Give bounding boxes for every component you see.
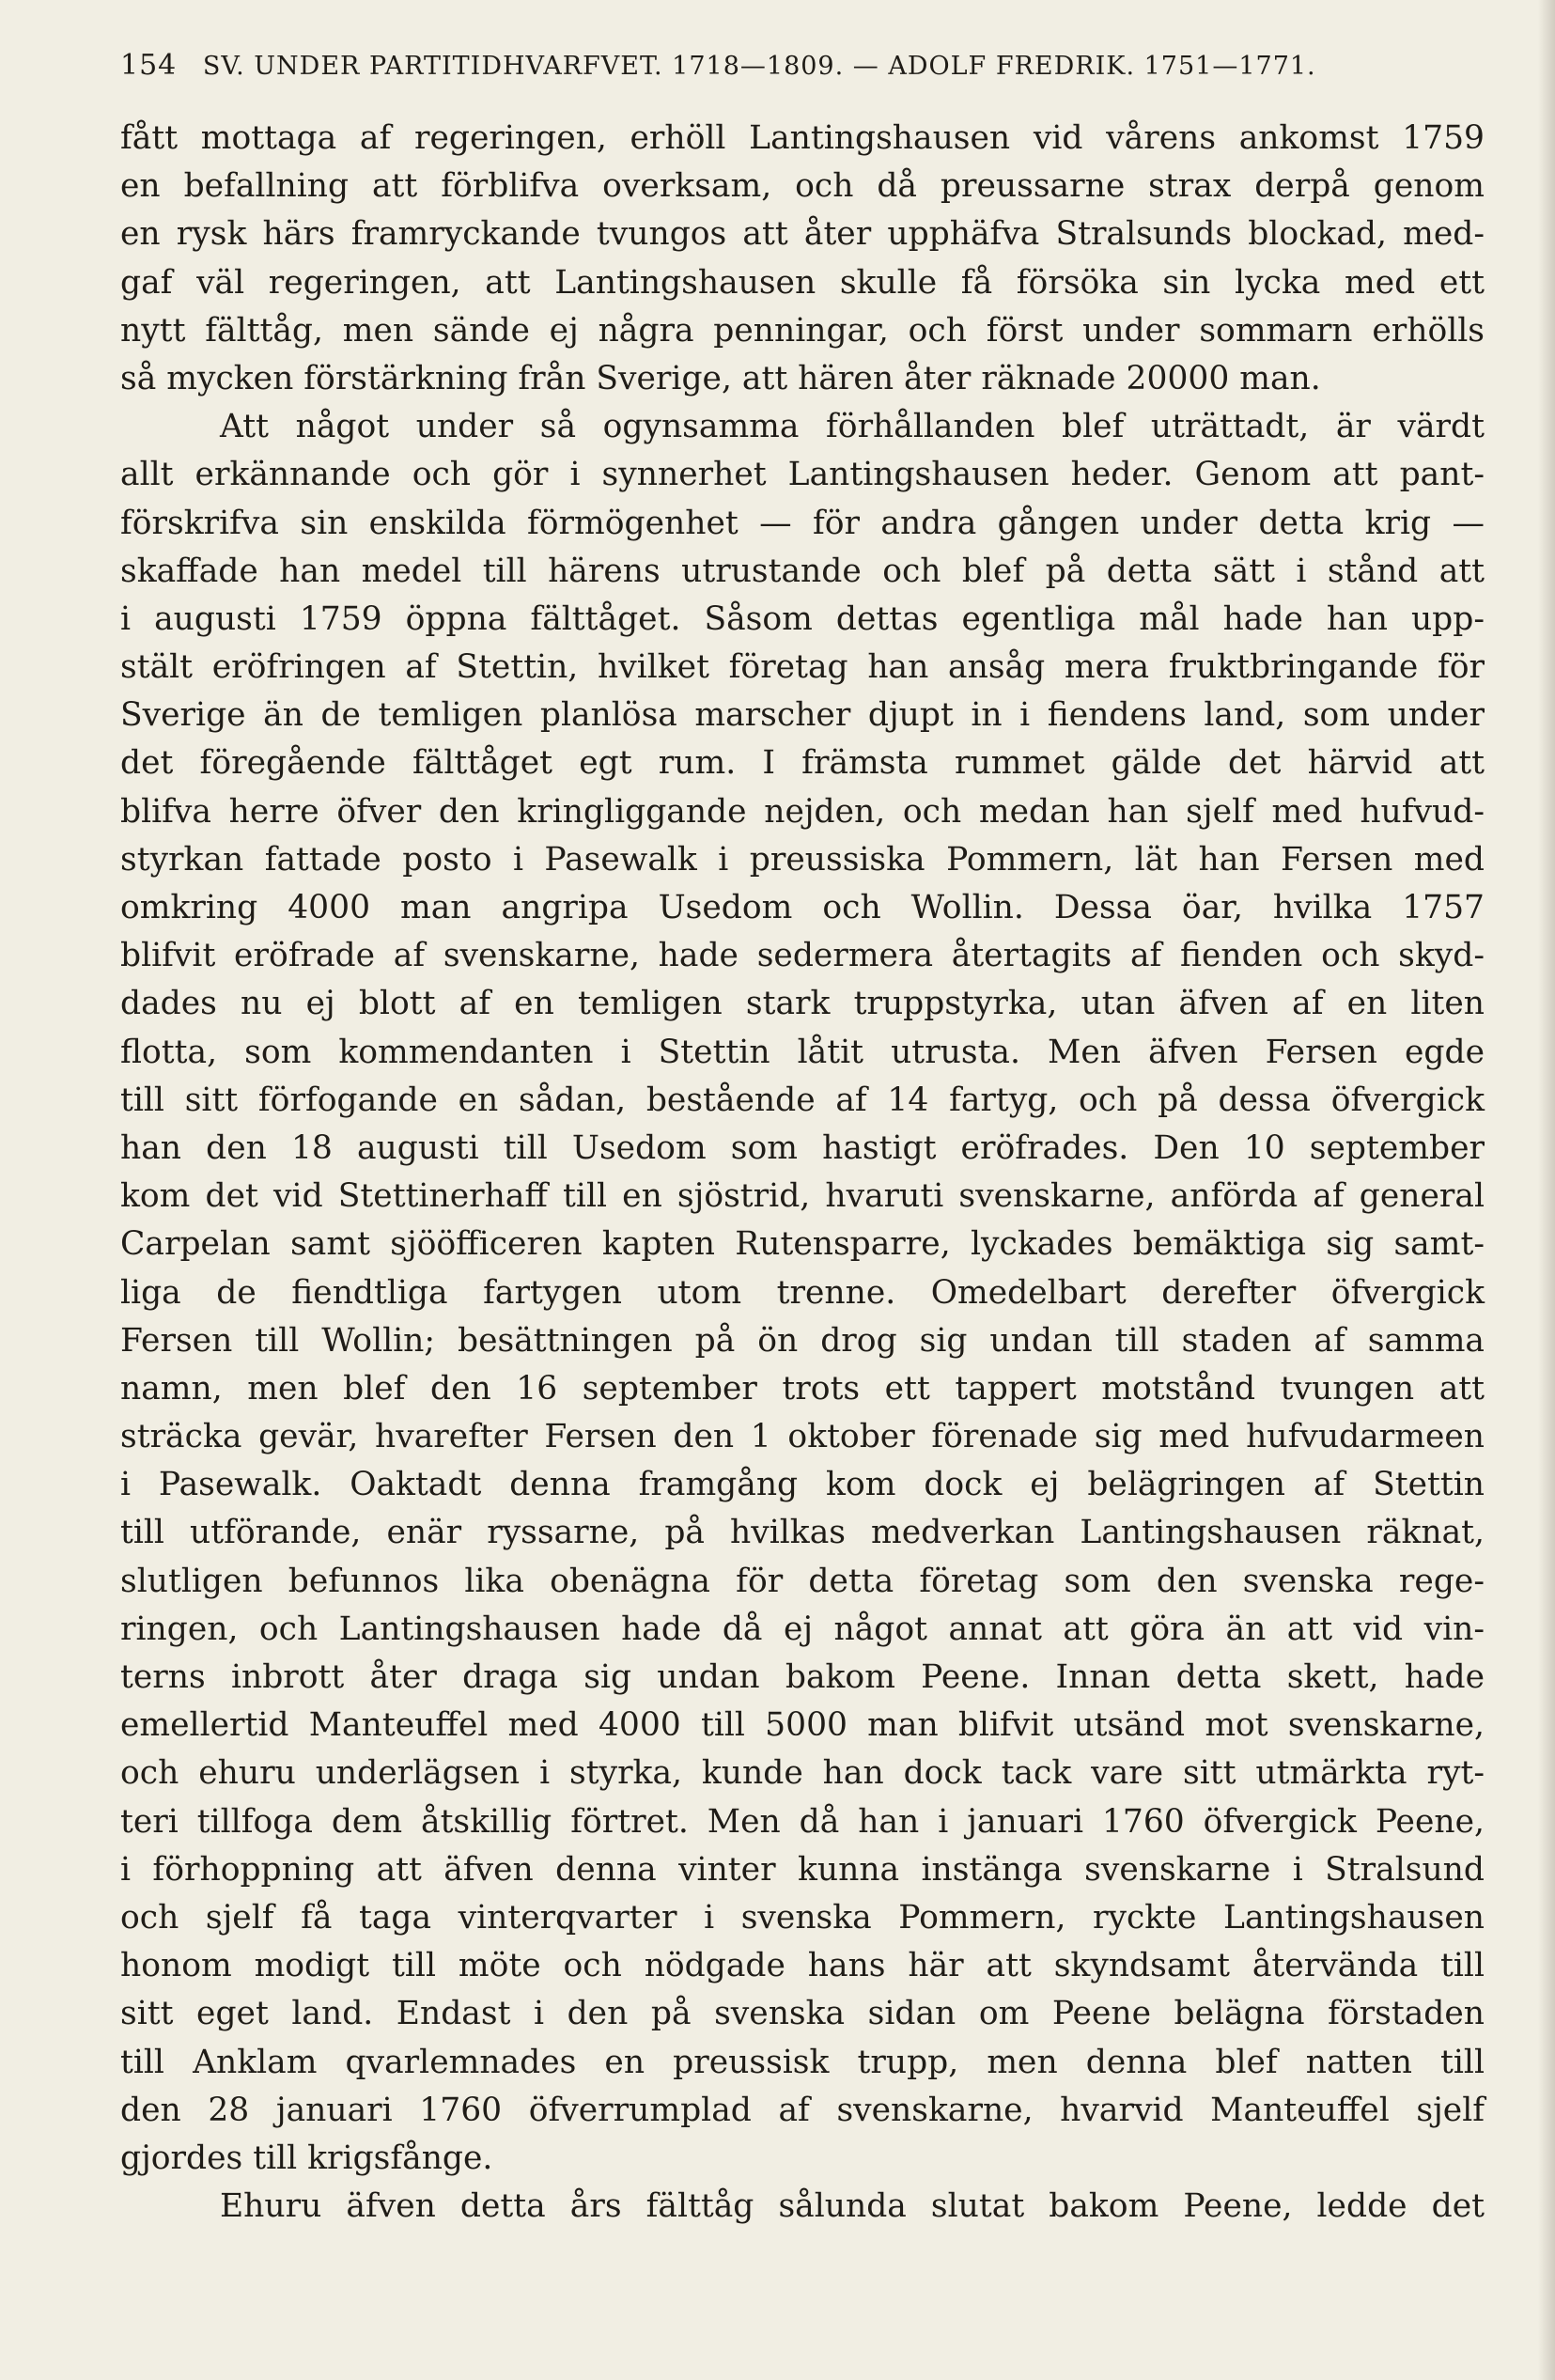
text-line: till Anklam qvarlemnades en preussisk trupp, men denna blef natten till xyxy=(120,2043,1485,2081)
text-line: Sverige än de temligen planlösa marscher djupt in i fiendens land, som under xyxy=(120,696,1485,735)
text-line: sitt eget land. Endast i den på svenska sidan om Peene belägna förstaden xyxy=(120,1995,1485,2033)
text-line: i förhoppning att äfven denna vinter kunna instänga svenskarne i Stralsund xyxy=(120,1850,1485,1889)
text-line: allt erkännande och gör i synnerhet Lantingshausen heder. Genom att pant- xyxy=(120,456,1485,494)
text-line: blifva herre öfver den kringliggande nejden, och medan han sjelf med hufvud- xyxy=(120,792,1485,831)
text-line: Fersen till Wollin; besättningen på ön drog sig undan till staden af samma xyxy=(120,1321,1485,1360)
text-line: styrkan fattade posto i Pasewalk i preussiska Pommern, lät han Fersen med xyxy=(120,840,1485,879)
body-text xyxy=(120,115,1485,2231)
text-line: terns inbrott åter draga sig undan bakom Peene. Innan detta skett, hade xyxy=(120,1658,1485,1696)
text-line: det föregående fälttåget egt rum. I främsta rummet gälde det härvid att xyxy=(120,744,1485,783)
text-line: Ehuru äfven detta års fälttåg sålunda slutat bakom Peene, ledde det xyxy=(220,2187,1485,2226)
text-line: flotta, som kommendanten i Stettin låtit utrusta. Men äfven Fersen egde xyxy=(120,1033,1485,1071)
running-title: SV. UNDER PARTITIDHVARFVET. 1718—1809. — ADOLF FREDRIK. 1751—1771. xyxy=(202,52,1316,81)
text-line: kom det vid Stettinerhaff till en sjöstrid, hvaruti svenskarne, anförda af general xyxy=(120,1177,1485,1216)
text-line: fått mottaga af regeringen, erhöll Lantingshausen vid vårens ankomst 1759 xyxy=(120,119,1485,157)
text-line: till utförande, enär ryssarne, på hvilkas medverkan Lantingshausen räknat, xyxy=(120,1514,1485,1552)
text-line: i augusti 1759 öppna fälttåget. Såsom dettas egentliga mål hade han upp- xyxy=(120,599,1485,638)
text-line: en befallning att förblifva overksam, och då preussarne strax derpå genom xyxy=(120,167,1485,206)
text-line: i Pasewalk. Oaktadt denna framgång kom dock ej belägringen af Stettin xyxy=(120,1466,1485,1504)
page-number: 154 xyxy=(120,49,178,82)
text-line: skaffade han medel till härens utrustande och blef på detta sätt i stånd att xyxy=(120,552,1485,590)
text-line: nytt fälttåg, men sände ej några penningar, och först under sommarn erhölls xyxy=(120,311,1485,350)
text-line: och ehuru underlägsen i styrka, kunde han dock tack vare sitt utmärkta ryt- xyxy=(120,1754,1485,1793)
text-line: och sjelf få taga vinterqvarter i svenska Pommern, ryckte Lantingshausen xyxy=(120,1898,1485,1937)
page-edge-shadow xyxy=(1538,0,1555,2380)
text-line: Att något under så ogynsamma förhållanden blef uträttadt, är värdt xyxy=(220,408,1485,446)
text-line: stält eröfringen af Stettin, hvilket företag han ansåg mera fruktbringande för xyxy=(120,648,1485,687)
text-line: gaf väl regeringen, att Lantingshausen skulle få försöka sin lycka med ett xyxy=(120,263,1485,302)
text-line: ringen, och Lantingshausen hade då ej något annat att göra än att vid vin- xyxy=(120,1610,1485,1648)
text-line: en rysk härs framryckande tvungos att åter upphäfva Stralsunds blockad, med- xyxy=(120,215,1485,254)
text-line: liga de fiendtliga fartygen utom trenne. Omedelbart derefter öfvergick xyxy=(120,1273,1485,1312)
text-line: sträcka gevär, hvarefter Fersen den 1 oktober förenade sig med hufvudarmeen xyxy=(120,1418,1485,1456)
text-line: gjordes till krigsfånge. xyxy=(120,2139,493,2177)
text-line: honom modigt till möte och nödgade hans här att skyndsamt återvända till xyxy=(120,1947,1485,1985)
running-header xyxy=(120,49,1492,86)
text-line: den 28 januari 1760 öfverrumplad af svenskarne, hvarvid Manteuffel sjelf xyxy=(120,2091,1485,2129)
text-line: omkring 4000 man angripa Usedom och Wollin. Dessa öar, hvilka 1757 xyxy=(120,889,1485,926)
text-line: slutligen befunnos lika obenägna för detta företag som den svenska rege- xyxy=(120,1562,1485,1600)
text-line: teri tillfoga dem åtskillig förtret. Men då han i januari 1760 öfvergick Peene, xyxy=(120,1802,1485,1841)
text-line: emellertid Manteuffel med 4000 till 5000 man blifvit utsänd mot svenskarne, xyxy=(120,1706,1485,1745)
text-line: så mycken förstärkning från Sverige, att hären åter räknade 20000 man. xyxy=(120,359,1321,397)
text-line: blifvit eröfrade af svenskarne, hade sedermera återtagits af fienden och skyd- xyxy=(120,937,1485,975)
text-line: förskrifva sin enskilda förmögenhet — för andra gången under detta krig — xyxy=(120,504,1485,542)
text-line: till sitt förfogande en sådan, bestående af 14 fartyg, och på dessa öfvergick xyxy=(120,1081,1485,1119)
text-line: Carpelan samt sjööfficeren kapten Rutensparre, lyckades bemäktiga sig samt- xyxy=(120,1225,1485,1264)
text-line: namn, men blef den 16 september trots ett tappert motstånd tvungen att xyxy=(120,1369,1485,1408)
text-line: han den 18 augusti till Usedom som hastigt eröfrades. Den 10 september xyxy=(120,1128,1485,1167)
text-line: dades nu ej blott af en temligen stark truppstyrka, utan äfven af en liten xyxy=(120,985,1485,1023)
